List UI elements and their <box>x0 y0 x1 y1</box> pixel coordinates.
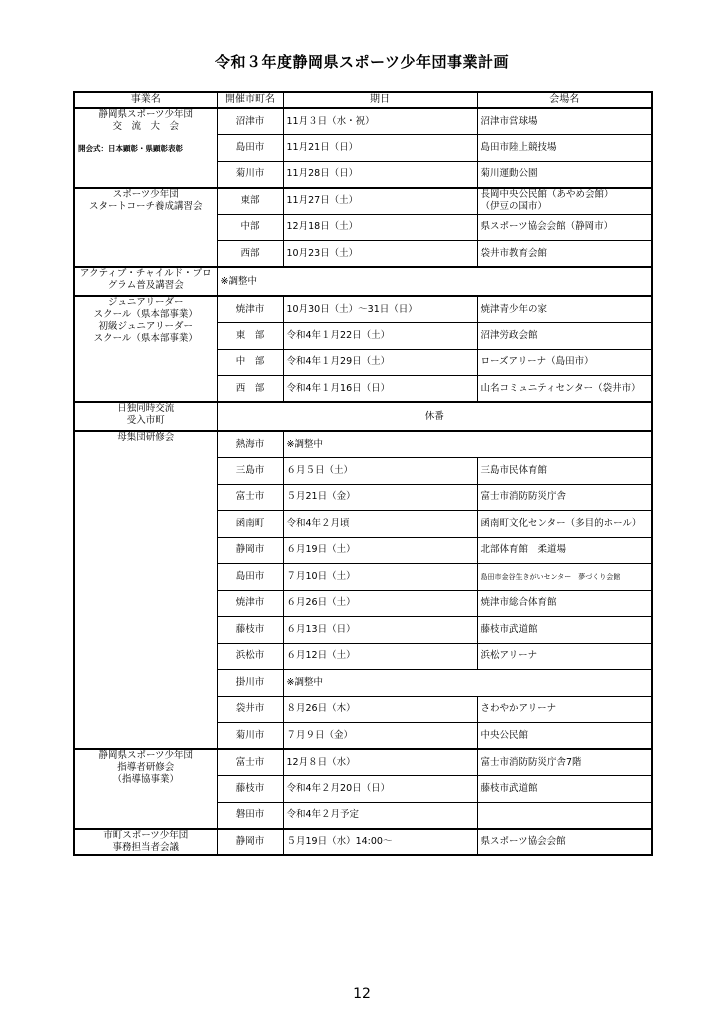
date-cell: 令和4年２月20日（日） <box>283 776 477 803</box>
date-cell: ６月26日（土） <box>283 590 477 617</box>
date-cell: ７月10日（土） <box>283 564 477 591</box>
venue-cell <box>477 188 652 215</box>
city-cell: 函南町 <box>217 511 283 538</box>
venue-line: 島田市金谷生きがいセンター 夢づくり会館 <box>480 572 621 581</box>
event-name-line: 日独同時交流 <box>117 403 175 414</box>
city-cell: 熱海市 <box>217 431 283 458</box>
city-cell: 富士市 <box>217 484 283 511</box>
table-row <box>74 431 652 458</box>
event-name-cell <box>74 829 217 856</box>
venue-cell <box>477 776 652 803</box>
city-cell: 焼津市 <box>217 296 283 323</box>
event-name-line: スクール（県本部事業） <box>93 333 198 344</box>
venue-line: 中央公民館 <box>480 729 529 741</box>
event-group <box>74 296 652 402</box>
event-name-cell <box>74 108 217 188</box>
page-title: 令和３年度静岡県スポーツ少年団事業計画 <box>215 53 509 71</box>
table-row <box>74 749 652 776</box>
venue-cell <box>477 135 652 162</box>
page-number: 12 <box>353 986 371 1002</box>
event-group <box>74 108 652 188</box>
venue-line: 富士市消防防災庁舎7階 <box>480 756 582 768</box>
city-cell: 西部 <box>217 241 283 268</box>
city-cell: 中部 <box>217 214 283 241</box>
event-name-line: スタートコーチ養成講習会 <box>88 200 203 212</box>
venue-line: 菊川運動公園 <box>480 168 538 179</box>
city-cell: 東部 <box>217 188 283 215</box>
event-name-line: 受入市町 <box>126 415 165 426</box>
venue-line: 山名コミュニティセンター（袋井市） <box>480 382 641 394</box>
date-cell: 令和4年１月22日（土） <box>283 323 477 350</box>
date-cell: 令和4年１月29日（土） <box>283 349 477 376</box>
city-cell: 静岡市 <box>217 537 283 564</box>
event-name-cell <box>74 267 217 296</box>
header-city: 開催市町名 <box>217 92 283 108</box>
venue-cell <box>477 323 652 350</box>
venue-cell <box>477 511 652 538</box>
venue-cell <box>477 643 652 670</box>
venue-line: 三島市民体育館 <box>480 464 548 476</box>
venue-cell <box>477 802 652 829</box>
venue-cell <box>477 108 652 135</box>
city-cell: 藤枝市 <box>217 617 283 644</box>
venue-line: 富士市消防防災庁舎 <box>480 491 567 503</box>
award-note: 開会式：日本顕彰・県顕彰表彰 <box>78 144 183 153</box>
venue-line: 県スポーツ協会会館（静岡市） <box>480 221 614 233</box>
event-name-cell <box>74 749 217 829</box>
city-cell: 焼津市 <box>217 590 283 617</box>
date-cell: 10月23日（土） <box>283 241 477 268</box>
date-cell: 12月８日（水） <box>283 749 477 776</box>
date-cell: 令和4年２月頃 <box>283 511 477 538</box>
venue-cell <box>477 723 652 750</box>
city-cell: 菊川市 <box>217 723 283 750</box>
venue-line: 長岡中央公民館（あやめ会館） <box>480 189 614 200</box>
venue-line: 焼津市総合体育館 <box>480 597 557 609</box>
date-cell: ７月９日（金） <box>283 723 477 750</box>
event-group <box>74 188 652 268</box>
venue-cell <box>477 617 652 644</box>
table-row <box>74 188 652 215</box>
city-cell: 藤枝市 <box>217 776 283 803</box>
venue-cell <box>477 484 652 511</box>
table-row <box>74 108 652 135</box>
venue-line: 函南町文化センター（多目的ホール） <box>480 517 642 529</box>
date-cell: 12月18日（土） <box>283 214 477 241</box>
venue-line: 沼津労政会館 <box>480 329 538 341</box>
city-cell: 三島市 <box>217 458 283 485</box>
venue-line: さわやかアリーナ <box>480 703 557 715</box>
event-name-cell <box>74 296 217 402</box>
event-name-line: 指導者研修会 <box>117 762 175 773</box>
date-cell: ５月19日（水）14:00～ <box>283 829 477 856</box>
table-row <box>74 402 652 431</box>
venue-cell <box>477 696 652 723</box>
status-note: ※調整中 <box>283 431 652 458</box>
event-name-line: 事務担当者会議 <box>112 841 179 853</box>
event-group <box>74 749 652 829</box>
event-name-cell <box>74 431 217 749</box>
city-cell: 静岡市 <box>217 829 283 856</box>
venue-cell <box>477 376 652 403</box>
venue-cell <box>477 349 652 376</box>
venue-cell <box>477 241 652 268</box>
event-group <box>74 431 652 749</box>
header-date: 期日 <box>283 92 477 108</box>
event-name-line: グラム普及講習会 <box>107 280 184 291</box>
venue-line: 焼津青少年の家 <box>480 303 548 315</box>
date-cell: 11月３日（水・祝） <box>283 108 477 135</box>
event-name-line: 交 流 大 会 <box>112 121 179 132</box>
venue-line: 県スポーツ協会会館 <box>480 835 566 847</box>
event-name-line: 母集団研修会 <box>117 432 175 443</box>
city-cell: 東 部 <box>217 323 283 350</box>
table-row <box>74 267 652 296</box>
status-note: ※調整中 <box>283 670 652 697</box>
venue-line: 沼津市営球場 <box>480 115 538 127</box>
event-plan-table <box>73 91 653 856</box>
event-group <box>74 267 652 296</box>
event-name-line: スポーツ少年団 <box>112 188 179 200</box>
event-name-line: アクティブ・チャイルド・プロ <box>79 268 212 279</box>
venue-line: ローズアリーナ（島田市） <box>480 356 594 368</box>
status-note: ※調整中 <box>217 267 652 296</box>
table-row <box>74 829 652 856</box>
venue-line: 北部体育館 柔道場 <box>480 544 567 556</box>
city-cell: 磐田市 <box>217 802 283 829</box>
date-cell: 10月30日（土）～31日（日） <box>283 296 477 323</box>
venue-line: 藤枝市武道館 <box>480 782 538 794</box>
date-cell: 11月28日（日） <box>283 161 477 188</box>
date-cell: ６月19日（土） <box>283 537 477 564</box>
event-name-cell <box>74 188 217 268</box>
event-name-cell <box>74 402 217 431</box>
date-cell: 11月21日（日） <box>283 135 477 162</box>
event-name-line: （指導協事業） <box>112 774 179 785</box>
venue-line: （伊豆の国市） <box>480 201 548 212</box>
header-venue: 会場名 <box>477 92 652 108</box>
date-cell: 11月27日（土） <box>283 188 477 215</box>
date-cell: 令和4年１月16日（日） <box>283 376 477 403</box>
venue-cell <box>477 564 652 591</box>
event-name-line: スクール（県本部事業） <box>93 309 198 320</box>
event-name-line: 市町スポーツ少年団 <box>103 829 189 841</box>
header-event-name: 事業名 <box>74 92 217 108</box>
event-name-line: 静岡県スポーツ少年団 <box>98 109 194 120</box>
date-cell: ６月12日（土） <box>283 643 477 670</box>
event-group <box>74 829 652 856</box>
date-cell: ６月５日（土） <box>283 458 477 485</box>
city-cell: 島田市 <box>217 564 283 591</box>
city-cell: 浜松市 <box>217 643 283 670</box>
venue-line: 袋井市教育会館 <box>480 247 548 259</box>
venue-cell <box>477 214 652 241</box>
event-name-line: 静岡県スポーツ少年団 <box>98 750 194 761</box>
venue-cell <box>477 458 652 485</box>
header-row <box>74 92 652 108</box>
venue-cell <box>477 829 652 856</box>
venue-line: 浜松アリーナ <box>480 650 538 662</box>
city-cell: 菊川市 <box>217 161 283 188</box>
venue-cell <box>477 537 652 564</box>
city-cell: 島田市 <box>217 135 283 162</box>
venue-line: 島田市陸上競技場 <box>480 141 557 153</box>
venue-cell <box>477 590 652 617</box>
city-cell: 袋井市 <box>217 696 283 723</box>
event-name-line: 初級ジュニアリーダー <box>98 321 193 332</box>
event-group <box>74 402 652 431</box>
city-cell: 富士市 <box>217 749 283 776</box>
city-cell: 沼津市 <box>217 108 283 135</box>
venue-cell <box>477 296 652 323</box>
venue-cell <box>477 161 652 188</box>
table-row <box>74 296 652 323</box>
status-note: 休番 <box>217 402 652 431</box>
venue-cell <box>477 749 652 776</box>
date-cell: 令和4年２月予定 <box>283 802 477 829</box>
date-cell: ６月13日（日） <box>283 617 477 644</box>
date-cell: ８月26日（木） <box>283 696 477 723</box>
city-cell: 中 部 <box>217 349 283 376</box>
date-cell: ５月21日（金） <box>283 484 477 511</box>
city-cell: 西 部 <box>217 376 283 403</box>
city-cell: 掛川市 <box>217 670 283 697</box>
venue-line: 藤枝市武道館 <box>480 623 538 635</box>
event-name-line: ジュニアリーダー <box>108 297 184 308</box>
